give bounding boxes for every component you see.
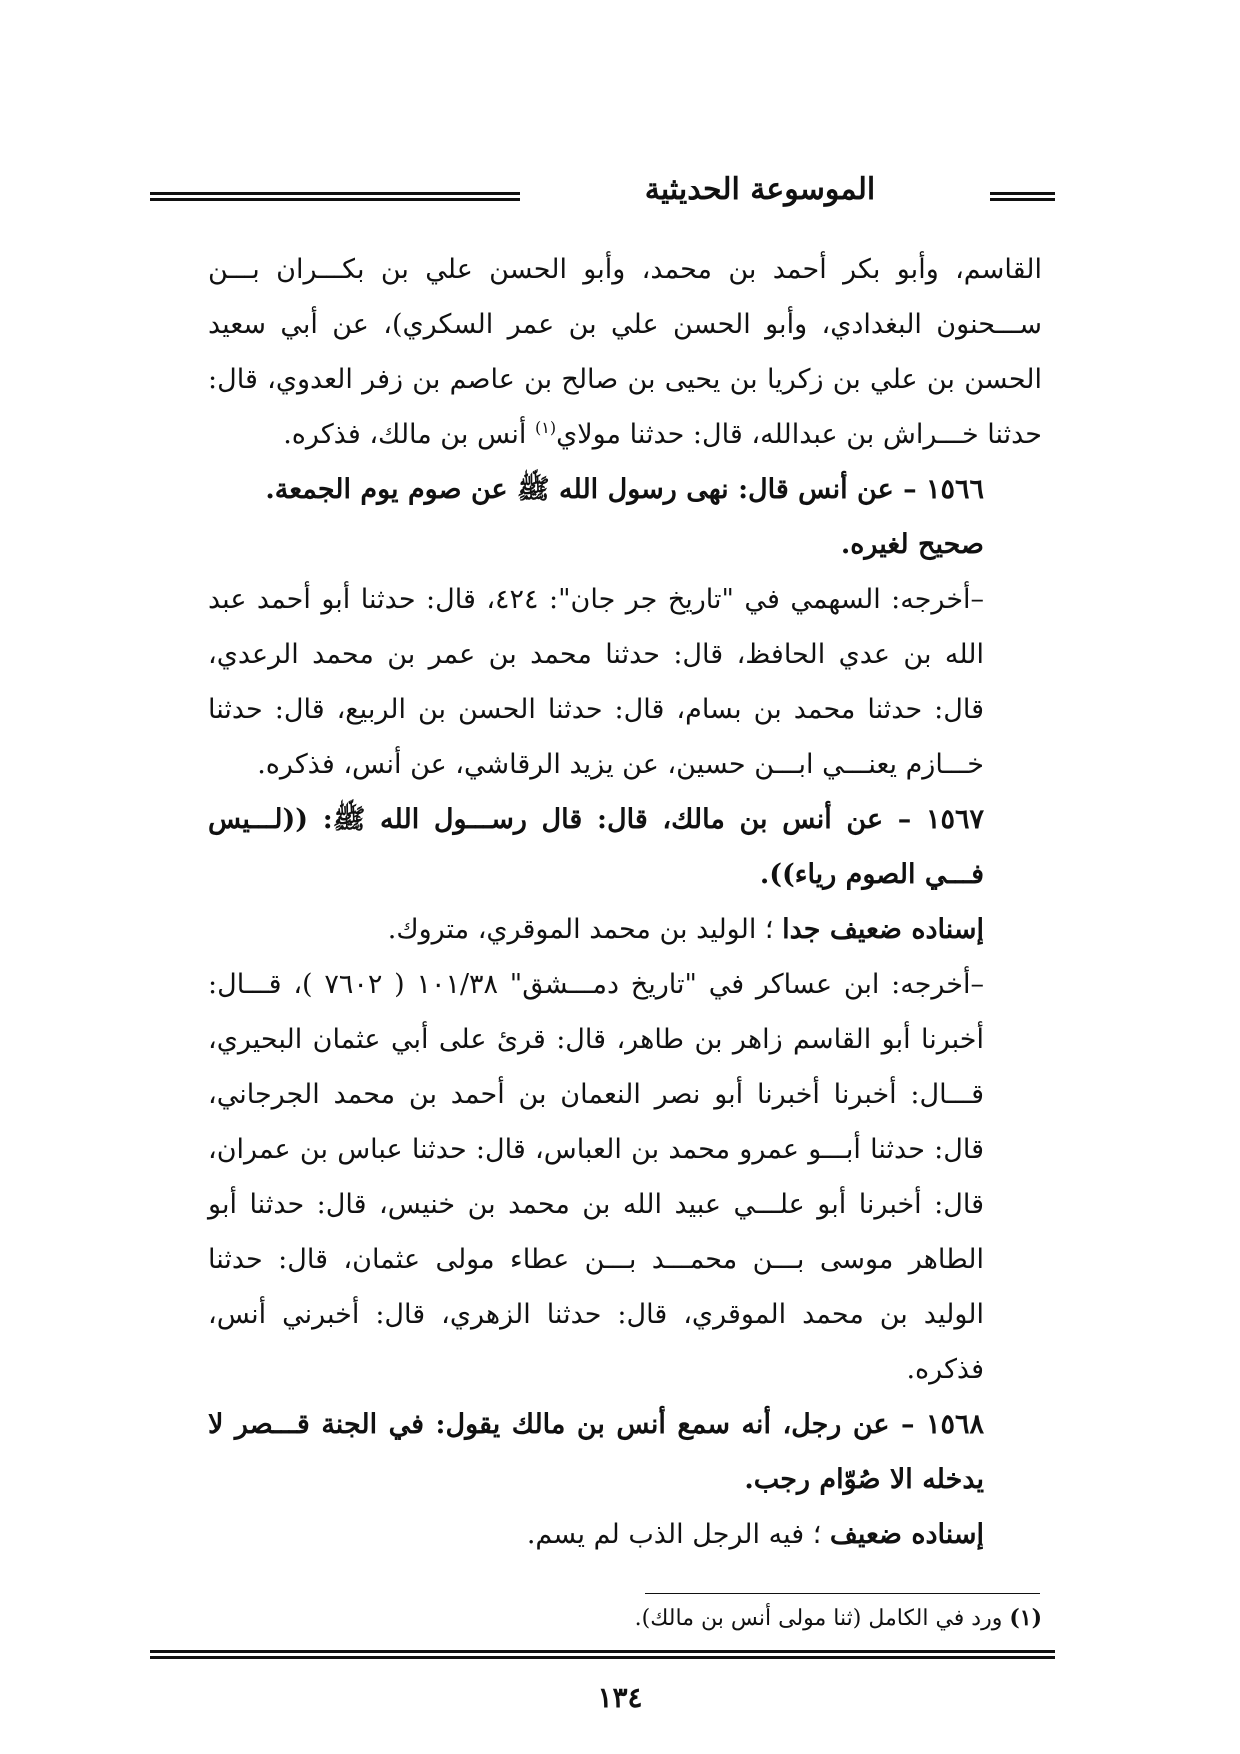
grade-1568-label: إسناده ضعيف	[829, 1519, 984, 1550]
header-title: الموسوعة الحديثية	[644, 172, 876, 207]
chain-continuation-paragraph	[208, 242, 1042, 462]
hadith-1567: ١٥٦٧ – عن أنس بن مالك، قال: قال رســـول الله ﷺ: ((لـــيس فـــي الصوم رياء)).	[208, 804, 984, 890]
chain-continuation-text: القاسم، وأبو بكر أحمد بن محمد، وأبو الحسن علي بن بكـــران بـــن ســـحنون البغدادي، وأبو الحسن علي بن عمر السكري)، عن أبي سعيد الحسن بن علي بن زكريا بن يحيى بن صالح بن عاصم بن زفر العدوي، قال: حدثنا خـــراش بن عبدالله، قال: حدثنا مولاي	[208, 254, 1042, 450]
page-content	[208, 242, 1042, 1562]
grade-1567-label: إسناده ضعيف جدا	[782, 914, 984, 945]
page-number: ١٣٤	[597, 1681, 643, 1714]
grade-1566: صحيح لغيره.	[840, 529, 984, 560]
footer-rule	[150, 1650, 1055, 1659]
grade-1567-reason: ؛ الوليد بن محمد الموقري، متروك.	[387, 914, 783, 945]
takhrij-1567: –أخرجه: ابن عساكر في "تاريخ دمـــشق" ١٠١/٣٨ ( ٧٦٠٢ )، قـــال: أخبرنا أبو القاسم زاهر بن طاهر، قال: قرئ على أبي عثمان البحيري، قـــال: أخبرنا أخبرنا أبو نصر النعمان بن أحمد بن محمد الجرجاني، قال: حدثنا أبـــو عمرو محمد بن العباس، قال: حدثنا عباس بن عمران، قال: أخبرنا أبو علـــي عبيد الله بن محمد بن خنيس، قال: حدثنا أبو الطاهر موسى بـــن محمـــد بـــن عطاء مولى عثمان، قال: حدثنا الوليد بن محمد الموقري، قال: حدثنا الزهري، قال: أخبرني أنس، فذكره.	[208, 969, 984, 1385]
footnote-text: ورد في الكامل (ثنا مولى أنس بن مالك).	[634, 1606, 1010, 1631]
running-header	[150, 168, 1055, 218]
header-rule-right	[990, 192, 1055, 201]
footnote	[208, 1598, 1042, 1639]
grade-1568	[208, 1507, 1042, 1562]
grade-1568-reason: ؛ فيه الرجل الذب لم يسم.	[526, 1519, 830, 1550]
grade-1567	[208, 902, 1042, 957]
footnote-marker: (١)	[534, 418, 557, 437]
hadith-1566: ١٥٦٦ – عن أنس قال: نهى رسول الله ﷺ عن صوم يوم الجمعة.	[265, 474, 984, 505]
header-rule-left	[150, 192, 520, 201]
footnote-rule	[645, 1593, 1040, 1594]
takhrij-1566: –أخرجه: السهمي في "تاريخ جر جان": ٤٢٤، قال: حدثنا أبو أحمد عبد الله بن عدي الحافظ، قال: حدثنا محمد بن عمر بن محمد الرعدي، قال: حدثنا محمد بن بسام، قال: حدثنا الحسن بن الربيع، قال: حدثنا خـــازم يعنـــي ابـــن حسين، عن يزيد الرقاشي، عن أنس، فذكره.	[208, 584, 985, 780]
hadith-1568: ١٥٦٨ – عن رجل، أنه سمع أنس بن مالك يقول: في الجنة قـــصر لا يدخله الا صُوّام رجب.	[208, 1409, 984, 1495]
chain-continuation-tail: أنس بن مالك، فذكره.	[283, 419, 535, 450]
footnote-number: (١)	[1009, 1605, 1042, 1631]
